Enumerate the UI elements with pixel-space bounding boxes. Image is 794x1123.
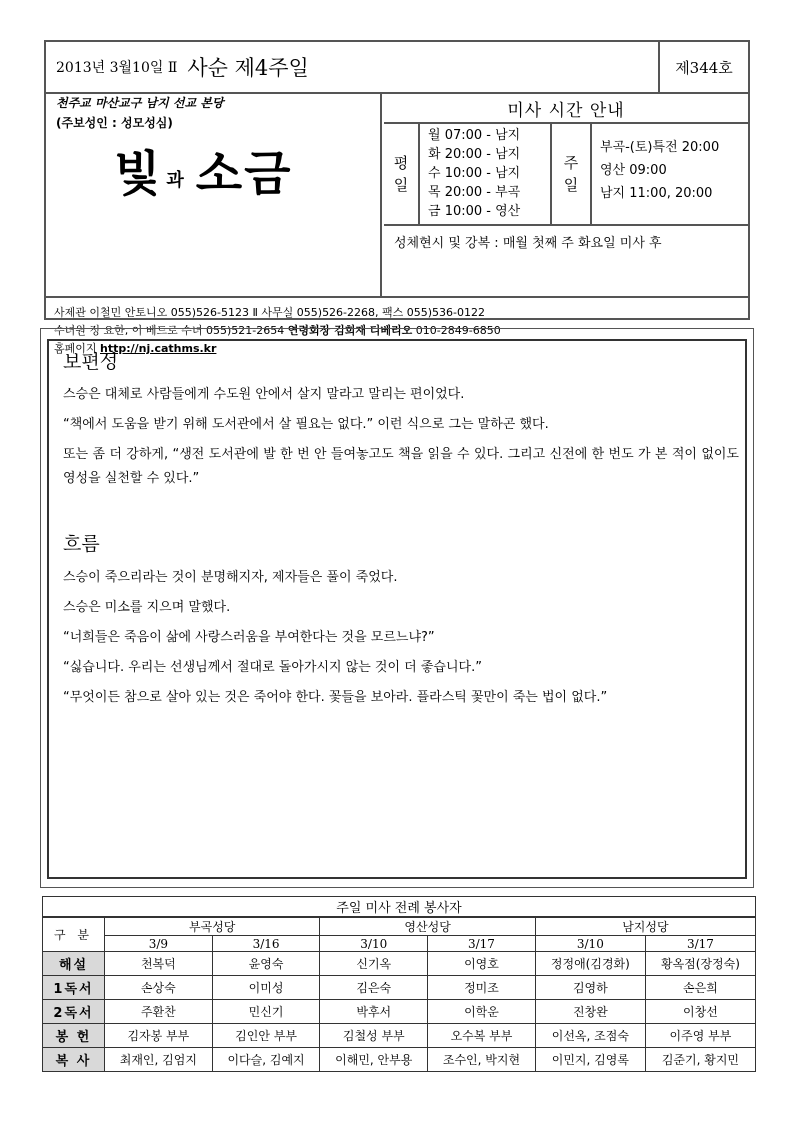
volunteer-cell: 손상숙	[105, 976, 213, 1000]
volunteer-cell: 주환찬	[105, 1000, 213, 1024]
header-middle	[46, 94, 748, 298]
sunday-time: 영산 09:00	[600, 163, 667, 178]
article-box	[47, 339, 747, 879]
mass-schedule-title: 미사 시간 안내	[384, 94, 748, 124]
bulletin-date: 2013년 3월10일 Ⅱ	[56, 60, 178, 76]
title-row	[46, 42, 748, 94]
volunteer-cell: 김영하	[535, 976, 645, 1000]
row-header-label: 구 분	[43, 917, 105, 952]
volunteer-cell: 김준기, 황지민	[645, 1048, 755, 1072]
homepage-link[interactable]: http://nj.cathms.kr	[100, 342, 217, 355]
weekday-times	[420, 124, 552, 224]
volunteer-cell: 이미성	[212, 976, 320, 1000]
volunteer-cell: 신기옥	[320, 952, 428, 976]
volunteer-cell: 이선옥, 조점숙	[535, 1024, 645, 1048]
volunteer-cell: 박후서	[320, 1000, 428, 1024]
issue-number: 제344호	[658, 42, 748, 92]
homepage-label: 홈페이지	[54, 342, 97, 355]
sunday-label	[552, 124, 592, 224]
weekday-time: 수 10:00 - 남지	[428, 166, 521, 181]
volunteer-cell: 황옥점(장정숙)	[645, 952, 755, 976]
weekday-time: 화 20:00 - 남지	[428, 147, 521, 162]
sunday-time: 남지 11:00, 20:00	[600, 186, 713, 201]
date-header: 3/9	[105, 936, 213, 952]
volunteer-cell: 손은희	[645, 976, 755, 1000]
liturgy-volunteers-table	[42, 896, 756, 1072]
logo-word-and: 과	[166, 170, 184, 191]
table-row	[43, 1000, 756, 1024]
logo-word-salt: 소금	[195, 146, 293, 202]
role-label: 해설	[43, 952, 105, 976]
volunteer-cell: 김자봉 부부	[105, 1024, 213, 1048]
funeral-committee-head: 연령회장 김희재 디베리오	[287, 324, 413, 337]
volunteer-cell: 정정애(김경화)	[535, 952, 645, 976]
volunteer-cell: 조수인, 박지현	[428, 1048, 536, 1072]
paragraph: 스승은 대체로 사람들에게 수도원 안에서 살지 말라고 말리는 편이었다.	[63, 387, 465, 402]
title-left	[46, 42, 658, 92]
volunteer-cell: 김인안 부부	[212, 1024, 320, 1048]
section-title-flow: 흐름	[63, 533, 100, 555]
sunday-time: 부곡-(토)특전 20:00	[600, 140, 720, 155]
volunteer-cell: 이해민, 안부용	[320, 1048, 428, 1072]
date-header: 3/10	[320, 936, 428, 952]
sunday-times	[592, 124, 748, 224]
parish-header: 부곡성당	[105, 917, 320, 936]
paragraph: “책에서 도움을 받기 위해 도서관에서 살 필요는 없다.” 이런 식으로 그는 말하곤 했다.	[63, 417, 549, 432]
volunteer-cell: 이학운	[428, 1000, 536, 1024]
role-label: 2독서	[43, 1000, 105, 1024]
adoration-note: 성체현시 및 강복 : 매월 첫째 주 화요일 미사 후	[394, 236, 662, 251]
table-row	[43, 976, 756, 1000]
weekday-time: 금 10:00 - 영산	[428, 204, 521, 219]
volunteer-cell: 진창완	[535, 1000, 645, 1024]
table-caption: 주일 미사 전례 봉사자	[43, 897, 756, 918]
bulletin-header	[44, 40, 750, 355]
weekday-time: 목 20:00 - 부곡	[428, 185, 521, 200]
weekday-label-char: 일	[393, 176, 409, 194]
volunteer-cell: 김은숙	[320, 976, 428, 1000]
volunteer-cell: 이영호	[428, 952, 536, 976]
mass-note-box	[384, 224, 748, 298]
article-frame	[40, 328, 754, 888]
date-header: 3/17	[645, 936, 755, 952]
parish-header: 영산성당	[320, 917, 535, 936]
convent-contact: 수녀원 정 요한, 이 베드로 수녀 055)521-2654	[54, 324, 285, 337]
volunteer-cell: 천복덕	[105, 952, 213, 976]
volunteer-cell: 윤영숙	[212, 952, 320, 976]
bulletin-logo	[114, 146, 293, 202]
church-name: 천주교 마산교구 남지 선교 본당	[56, 96, 224, 110]
date-header: 3/17	[428, 936, 536, 952]
role-label: 1독서	[43, 976, 105, 1000]
contact-line-rectory: 사제관 이철민 안토니오 055)526-5123 Ⅱ 사무실 055)526-2268, 팩스 055)536-0122	[54, 306, 486, 319]
volunteer-cell: 이민지, 김영록	[535, 1048, 645, 1072]
volunteer-cell: 오수복 부부	[428, 1024, 536, 1048]
weekday-label	[384, 124, 420, 224]
logo-word-light: 빛	[114, 146, 163, 202]
paragraph: 또는 좀 더 강하게, “생전 도서관에 발 한 번 안 들여놓고도 책을 읽을 수 있다. 그리고 신전에 한 번도 가 본 적이 없이도 영성을 실천할 수 있다.”	[63, 447, 739, 486]
volunteer-cell: 이창선	[645, 1000, 755, 1024]
mass-schedule	[384, 94, 748, 298]
section-title-universality: 보편성	[63, 351, 119, 373]
table-row	[43, 1024, 756, 1048]
date-header: 3/10	[535, 936, 645, 952]
role-label: 봉 헌	[43, 1024, 105, 1048]
paragraph: 스승이 죽으리라는 것이 분명해지자, 제자들은 풀이 죽었다.	[63, 570, 398, 585]
sunday-label-char: 일	[563, 176, 579, 194]
paragraph: 스승은 미소를 지으며 말했다.	[63, 600, 231, 615]
bulletin-title: 사순 제4주일	[187, 56, 309, 80]
volunteer-cell: 이주영 부부	[645, 1024, 755, 1048]
volunteer-cell: 민신기	[212, 1000, 320, 1024]
paragraph: “무엇이든 참으로 살아 있는 것은 죽어야 한다. 꽃들을 보아라. 플라스틱 꽃만이 죽는 법이 없다.”	[63, 690, 608, 705]
paragraph: “너희들은 죽음이 삶에 사랑스러움을 부여한다는 것을 모르느냐?”	[63, 630, 435, 645]
volunteer-cell: 최재인, 김엄지	[105, 1048, 213, 1072]
church-patron: (주보성인 : 성모성심)	[56, 116, 173, 130]
volunteer-cell: 김철성 부부	[320, 1024, 428, 1048]
funeral-committee-phone: 010-2849-6850	[415, 324, 501, 337]
weekday-time: 월 07:00 - 남지	[428, 128, 521, 143]
church-box	[46, 94, 382, 298]
weekday-label-char: 평	[393, 153, 409, 172]
parish-header: 남지성당	[535, 917, 755, 936]
volunteer-cell: 이다슬, 김예지	[212, 1048, 320, 1072]
sunday-label-char: 주	[563, 153, 579, 172]
paragraph: “싫습니다. 우리는 선생님께서 절대로 돌아가시지 않는 것이 더 좋습니다.”	[63, 660, 482, 675]
table-row	[43, 952, 756, 976]
date-header: 3/16	[212, 936, 320, 952]
role-label: 복 사	[43, 1048, 105, 1072]
volunteer-cell: 정미조	[428, 976, 536, 1000]
table-row	[43, 1048, 756, 1072]
